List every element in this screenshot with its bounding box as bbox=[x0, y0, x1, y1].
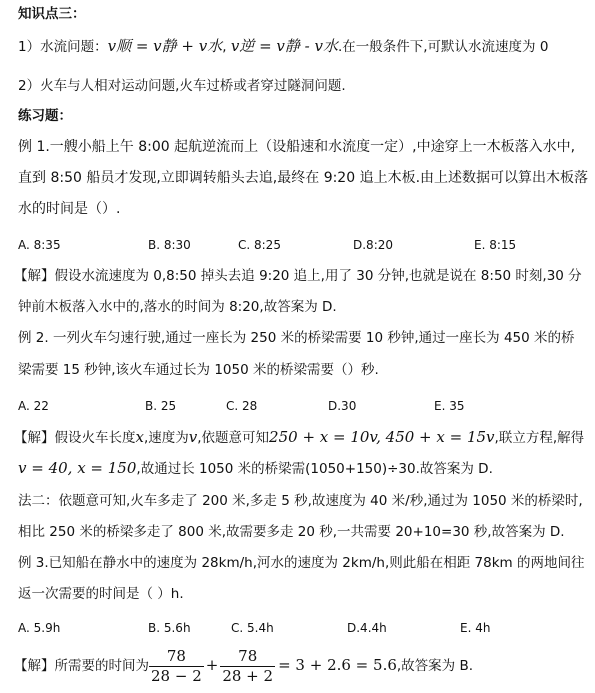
point-1: 1）水流问题：v顺 = v静 + v水, v逆 = v静 - v水.在一般条件下,可默认水流速度为 0 bbox=[18, 37, 549, 55]
formula-downstream: v顺 = v静 + v水 bbox=[107, 37, 223, 55]
plus-sign: + bbox=[205, 656, 219, 674]
ex1-option-c: C. 8:25 bbox=[238, 238, 281, 252]
ex2-option-d: D.30 bbox=[328, 399, 357, 413]
ex3-solution-suffix: ,故答案为 B. bbox=[396, 658, 474, 674]
exercise-heading: 练习题： bbox=[18, 108, 72, 124]
ex1-option-d: D.8:20 bbox=[353, 238, 394, 252]
formula-upstream: v逆 = v静 - v水 bbox=[230, 37, 338, 55]
ex2-solution-text-e: ,故通过长 1050 米的桥梁需(1050+150)÷30.故答案为 D. bbox=[136, 461, 493, 477]
ex2-solution-line-2 bbox=[18, 458, 493, 479]
ex3-solution bbox=[14, 642, 473, 690]
ex2-equation-result: v = 40, x = 150 bbox=[18, 459, 137, 477]
ex1-line-3: 水的时间是（）. bbox=[18, 201, 121, 217]
ex2-solution-text-b: ,速度为 bbox=[143, 430, 189, 446]
var-x: x bbox=[135, 428, 144, 446]
ex3-solution-prefix: 【解】所需要的时间为 bbox=[14, 658, 149, 674]
ex2-solution-text-c: ,依题意可知 bbox=[197, 430, 270, 446]
ex2-option-b: B. 25 bbox=[145, 399, 177, 413]
ex3-option-d: D.4.4h bbox=[347, 621, 387, 635]
point-2: 2）火车与人相对运动问题,火车过桥或者穿过隧洞问题. bbox=[18, 78, 346, 94]
ex3-option-e: E. 4h bbox=[460, 621, 491, 635]
ex3-option-c: C. 5.4h bbox=[231, 621, 274, 635]
fraction-2-denominator: 28 + 2 bbox=[222, 666, 274, 685]
ex1-options bbox=[18, 238, 578, 256]
ex2-line-2: 梁需要 15 秒钟,该火车通过长为 1050 米的桥梁需要（）秒. bbox=[18, 362, 379, 378]
var-v: v bbox=[188, 428, 198, 446]
ex1-solution-line-2: 钟前木板落入水中的,落水的时间为 8:20,故答案为 D. bbox=[18, 299, 337, 315]
ex2-solution-line-1 bbox=[14, 427, 584, 448]
ex3-option-a: A. 5.9h bbox=[18, 621, 61, 635]
ex1-line-1: 例 1.一艘小船上午 8:00 起航逆流而上（设船速和水流度一定）,中途穿上一木板落入水中, bbox=[18, 139, 576, 155]
ex1-line-2: 直到 8:50 船员才发现,立即调转船头去追,最终在 9:20 追上木板.由上述数据可以算出木板落 bbox=[18, 170, 589, 186]
ex2-equation-system: 250 + x = 10v, 450 + x = 15v bbox=[269, 428, 495, 446]
ex2-option-a: A. 22 bbox=[18, 399, 49, 413]
ex3-line-1: 例 3.已知船在静水中的速度为 28km/h,河水的速度为 2km/h,则此船在相距 78km 的两地间往 bbox=[18, 555, 585, 571]
ex2-options bbox=[18, 399, 578, 417]
point-1-suffix: .在一般条件下,可默认水流速度为 0 bbox=[337, 39, 549, 55]
ex1-option-a: A. 8:35 bbox=[18, 238, 61, 252]
point-1-prefix: 1）水流问题： bbox=[18, 39, 108, 55]
ex3-line-2: 返一次需要的时间是（ ）h. bbox=[18, 586, 184, 602]
ex3-result-equation: = 3 + 2.6 = 5.6 bbox=[278, 656, 397, 674]
ex2-method2-line-1: 法二：依题意可知,火车多走了 200 米,多走 5 秒,故速度为 40 米/秒,通过为 1050 米的桥梁时, bbox=[18, 493, 583, 509]
section-heading: 知识点三： bbox=[18, 6, 86, 22]
ex2-line-1: 例 2. 一列火车匀速行驶,通过一座长为 250 米的桥梁需要 10 秒钟,通过一座长为 450 米的桥 bbox=[18, 330, 575, 346]
ex1-option-e: E. 8:15 bbox=[474, 238, 517, 252]
ex1-option-b: B. 8:30 bbox=[148, 238, 191, 252]
ex1-solution-line-1: 【解】假设水流速度为 0,8:50 掉头去追 9:20 追上,用了 30 分钟,也就是说在 8:50 时刻,30 分 bbox=[14, 268, 582, 284]
ex2-option-c: C. 28 bbox=[226, 399, 258, 413]
fraction-2-numerator: 78 bbox=[220, 647, 275, 667]
ex2-solution-text-d: ,联立方程,解得 bbox=[494, 430, 585, 446]
ex3-option-b: B. 5.6h bbox=[148, 621, 191, 635]
fraction-1-denominator: 28 − 2 bbox=[151, 666, 202, 685]
ex2-solution-text-a: 【解】假设火车长度 bbox=[14, 430, 136, 446]
ex3-options bbox=[18, 621, 578, 639]
fraction-1-numerator: 78 bbox=[149, 647, 204, 667]
fraction-1 bbox=[149, 647, 204, 686]
fraction-2 bbox=[220, 647, 275, 686]
ex2-method2-line-2: 相比 250 米的桥梁多走了 800 米,故需要多走 20 秒,一共需要 20+10=30 秒,故答案为 D. bbox=[18, 524, 565, 540]
ex2-option-e: E. 35 bbox=[434, 399, 465, 413]
